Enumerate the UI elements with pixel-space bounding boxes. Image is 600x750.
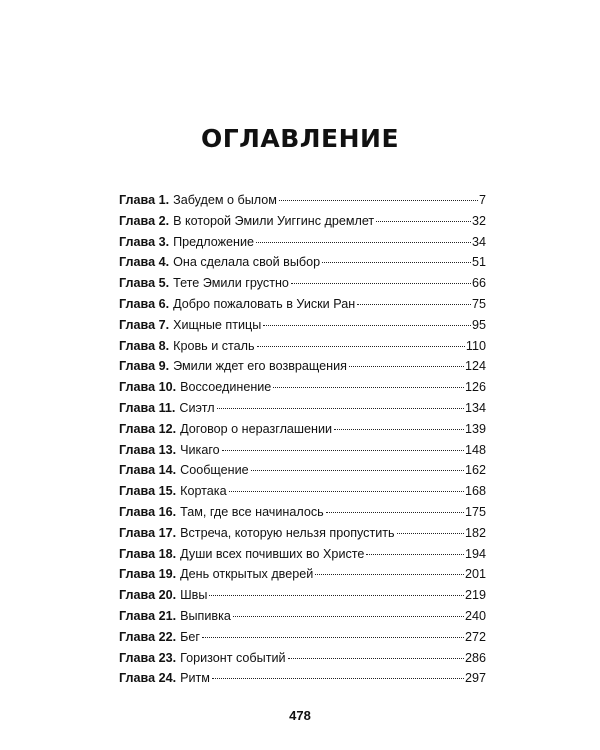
dot-leader — [257, 346, 465, 347]
chapter-title: Договор о неразглашении — [180, 421, 333, 436]
chapter-title: Горизонт событий — [180, 650, 286, 665]
chapter-page-number: 126 — [464, 380, 486, 395]
chapter-title: Кровь и сталь — [173, 338, 255, 353]
chapter-title: Чикаго — [180, 442, 220, 457]
chapter-label: Глава 2. — [119, 213, 170, 228]
chapter-label: Глава 22. — [119, 629, 177, 644]
toc-entry — [119, 523, 486, 544]
chapter-page-number: 134 — [464, 400, 486, 415]
chapter-title: Ритм — [180, 671, 210, 686]
toc-entry — [119, 481, 486, 502]
chapter-page-number: 110 — [465, 338, 486, 353]
toc-entry — [119, 294, 486, 315]
chapter-title: Хищные птицы — [173, 317, 262, 332]
toc-entry — [119, 460, 486, 481]
dot-leader — [229, 491, 464, 492]
dot-leader — [315, 574, 464, 575]
chapter-label: Глава 1. — [119, 193, 170, 207]
toc-entry — [119, 440, 486, 461]
chapter-title: Сообщение — [180, 463, 249, 478]
toc-entry — [119, 564, 486, 585]
table-of-contents — [119, 190, 486, 689]
chapter-label: Глава 19. — [119, 567, 177, 582]
dot-leader — [251, 470, 464, 471]
dot-leader — [376, 221, 471, 222]
dot-leader — [212, 678, 464, 679]
chapter-page-number: 139 — [464, 421, 486, 436]
chapter-title: Бег — [180, 629, 200, 644]
chapter-label: Глава 20. — [119, 588, 177, 603]
toc-entry — [119, 585, 486, 606]
dot-leader — [291, 283, 471, 284]
chapter-label: Глава 15. — [119, 484, 177, 499]
dot-leader — [397, 533, 464, 534]
chapter-page-number: 286 — [464, 650, 486, 665]
toc-entry — [119, 377, 486, 398]
chapter-title: В которой Эмили Уиггинс дремлет — [173, 213, 375, 228]
dot-leader — [334, 429, 464, 430]
chapter-page-number: 168 — [464, 484, 486, 499]
chapter-page-number: 7 — [478, 193, 486, 207]
chapter-page-number: 240 — [464, 608, 486, 623]
chapter-page-number: 297 — [464, 671, 486, 686]
chapter-label: Глава 5. — [119, 276, 170, 291]
toc-entry — [119, 273, 486, 294]
toc-entry — [119, 648, 486, 669]
chapter-label: Глава 14. — [119, 463, 177, 478]
dot-leader — [273, 387, 464, 388]
dot-leader — [233, 616, 464, 617]
chapter-page-number: 32 — [471, 213, 486, 228]
chapter-label: Глава 21. — [119, 608, 177, 623]
chapter-label: Глава 12. — [119, 421, 177, 436]
chapter-page-number: 162 — [464, 463, 486, 478]
page-title: ОГЛАВЛЕНИЕ — [200, 124, 400, 153]
chapter-label: Глава 24. — [119, 671, 177, 686]
chapter-label: Глава 13. — [119, 442, 177, 457]
toc-entry — [119, 502, 486, 523]
chapter-title: Добро пожаловать в Уиски Ран — [173, 296, 356, 311]
chapter-label: Глава 11. — [119, 400, 176, 415]
chapter-label: Глава 16. — [119, 504, 177, 519]
page-number: 478 — [289, 708, 311, 723]
toc-entry — [119, 252, 486, 273]
toc-entry — [119, 336, 486, 357]
chapter-title: Выпивка — [180, 608, 231, 623]
dot-leader — [222, 450, 464, 451]
chapter-title: Забудем о былом — [173, 193, 277, 207]
dot-leader — [209, 595, 464, 596]
chapter-page-number: 124 — [464, 359, 486, 374]
toc-entry — [119, 190, 486, 211]
chapter-title: Швы — [180, 588, 208, 603]
dot-leader — [202, 637, 464, 638]
chapter-page-number: 75 — [471, 296, 486, 311]
dot-leader — [322, 262, 471, 263]
dot-leader — [217, 408, 464, 409]
dot-leader — [256, 242, 471, 243]
chapter-label: Глава 8. — [119, 338, 170, 353]
chapter-page-number: 201 — [464, 567, 486, 582]
toc-entry — [119, 211, 486, 232]
dot-leader — [279, 200, 478, 201]
chapter-title: День открытых дверей — [180, 567, 314, 582]
chapter-page-number: 66 — [471, 276, 486, 291]
toc-entry — [119, 544, 486, 565]
dot-leader — [263, 325, 471, 326]
chapter-title: Тете Эмили грустно — [173, 276, 289, 291]
dot-leader — [349, 366, 464, 367]
chapter-label: Глава 6. — [119, 296, 170, 311]
chapter-page-number: 182 — [464, 525, 486, 540]
chapter-title: Души всех почивших во Христе — [180, 546, 365, 561]
chapter-title: Встреча, которую нельзя пропустить — [180, 525, 395, 540]
chapter-label: Глава 18. — [119, 546, 177, 561]
chapter-label: Глава 9. — [119, 359, 170, 374]
chapter-page-number: 194 — [464, 546, 486, 561]
chapter-page-number: 51 — [471, 255, 486, 270]
chapter-label: Глава 23. — [119, 650, 177, 665]
chapter-page-number: 34 — [471, 234, 486, 249]
chapter-page-number: 95 — [471, 317, 486, 332]
chapter-label: Глава 7. — [119, 317, 170, 332]
chapter-page-number: 219 — [464, 588, 486, 603]
chapter-page-number: 148 — [464, 442, 486, 457]
toc-entry — [119, 419, 486, 440]
toc-entry — [119, 398, 486, 419]
chapter-title: Предложение — [173, 234, 255, 249]
dot-leader — [326, 512, 464, 513]
chapter-label: Глава 17. — [119, 525, 177, 540]
chapter-title: Там, где все начиналось — [180, 504, 324, 519]
chapter-page-number: 272 — [464, 629, 486, 644]
chapter-label: Глава 10. — [119, 380, 177, 395]
dot-leader — [357, 304, 471, 305]
chapter-label: Глава 4. — [119, 255, 170, 270]
toc-entry — [119, 232, 486, 253]
toc-entry — [119, 668, 486, 689]
chapter-title: Сиэтл — [179, 400, 215, 415]
dot-leader — [288, 658, 464, 659]
toc-entry — [119, 356, 486, 377]
chapter-title: Она сделала свой выбор — [173, 255, 321, 270]
toc-entry — [119, 627, 486, 648]
chapter-title: Эмили ждет его возвращения — [173, 359, 347, 374]
toc-entry — [119, 315, 486, 336]
chapter-title: Кортака — [180, 484, 227, 499]
chapter-page-number: 175 — [464, 504, 486, 519]
dot-leader — [366, 554, 464, 555]
chapter-title: Воссоединение — [180, 380, 272, 395]
chapter-label: Глава 3. — [119, 234, 170, 249]
toc-entry — [119, 606, 486, 627]
